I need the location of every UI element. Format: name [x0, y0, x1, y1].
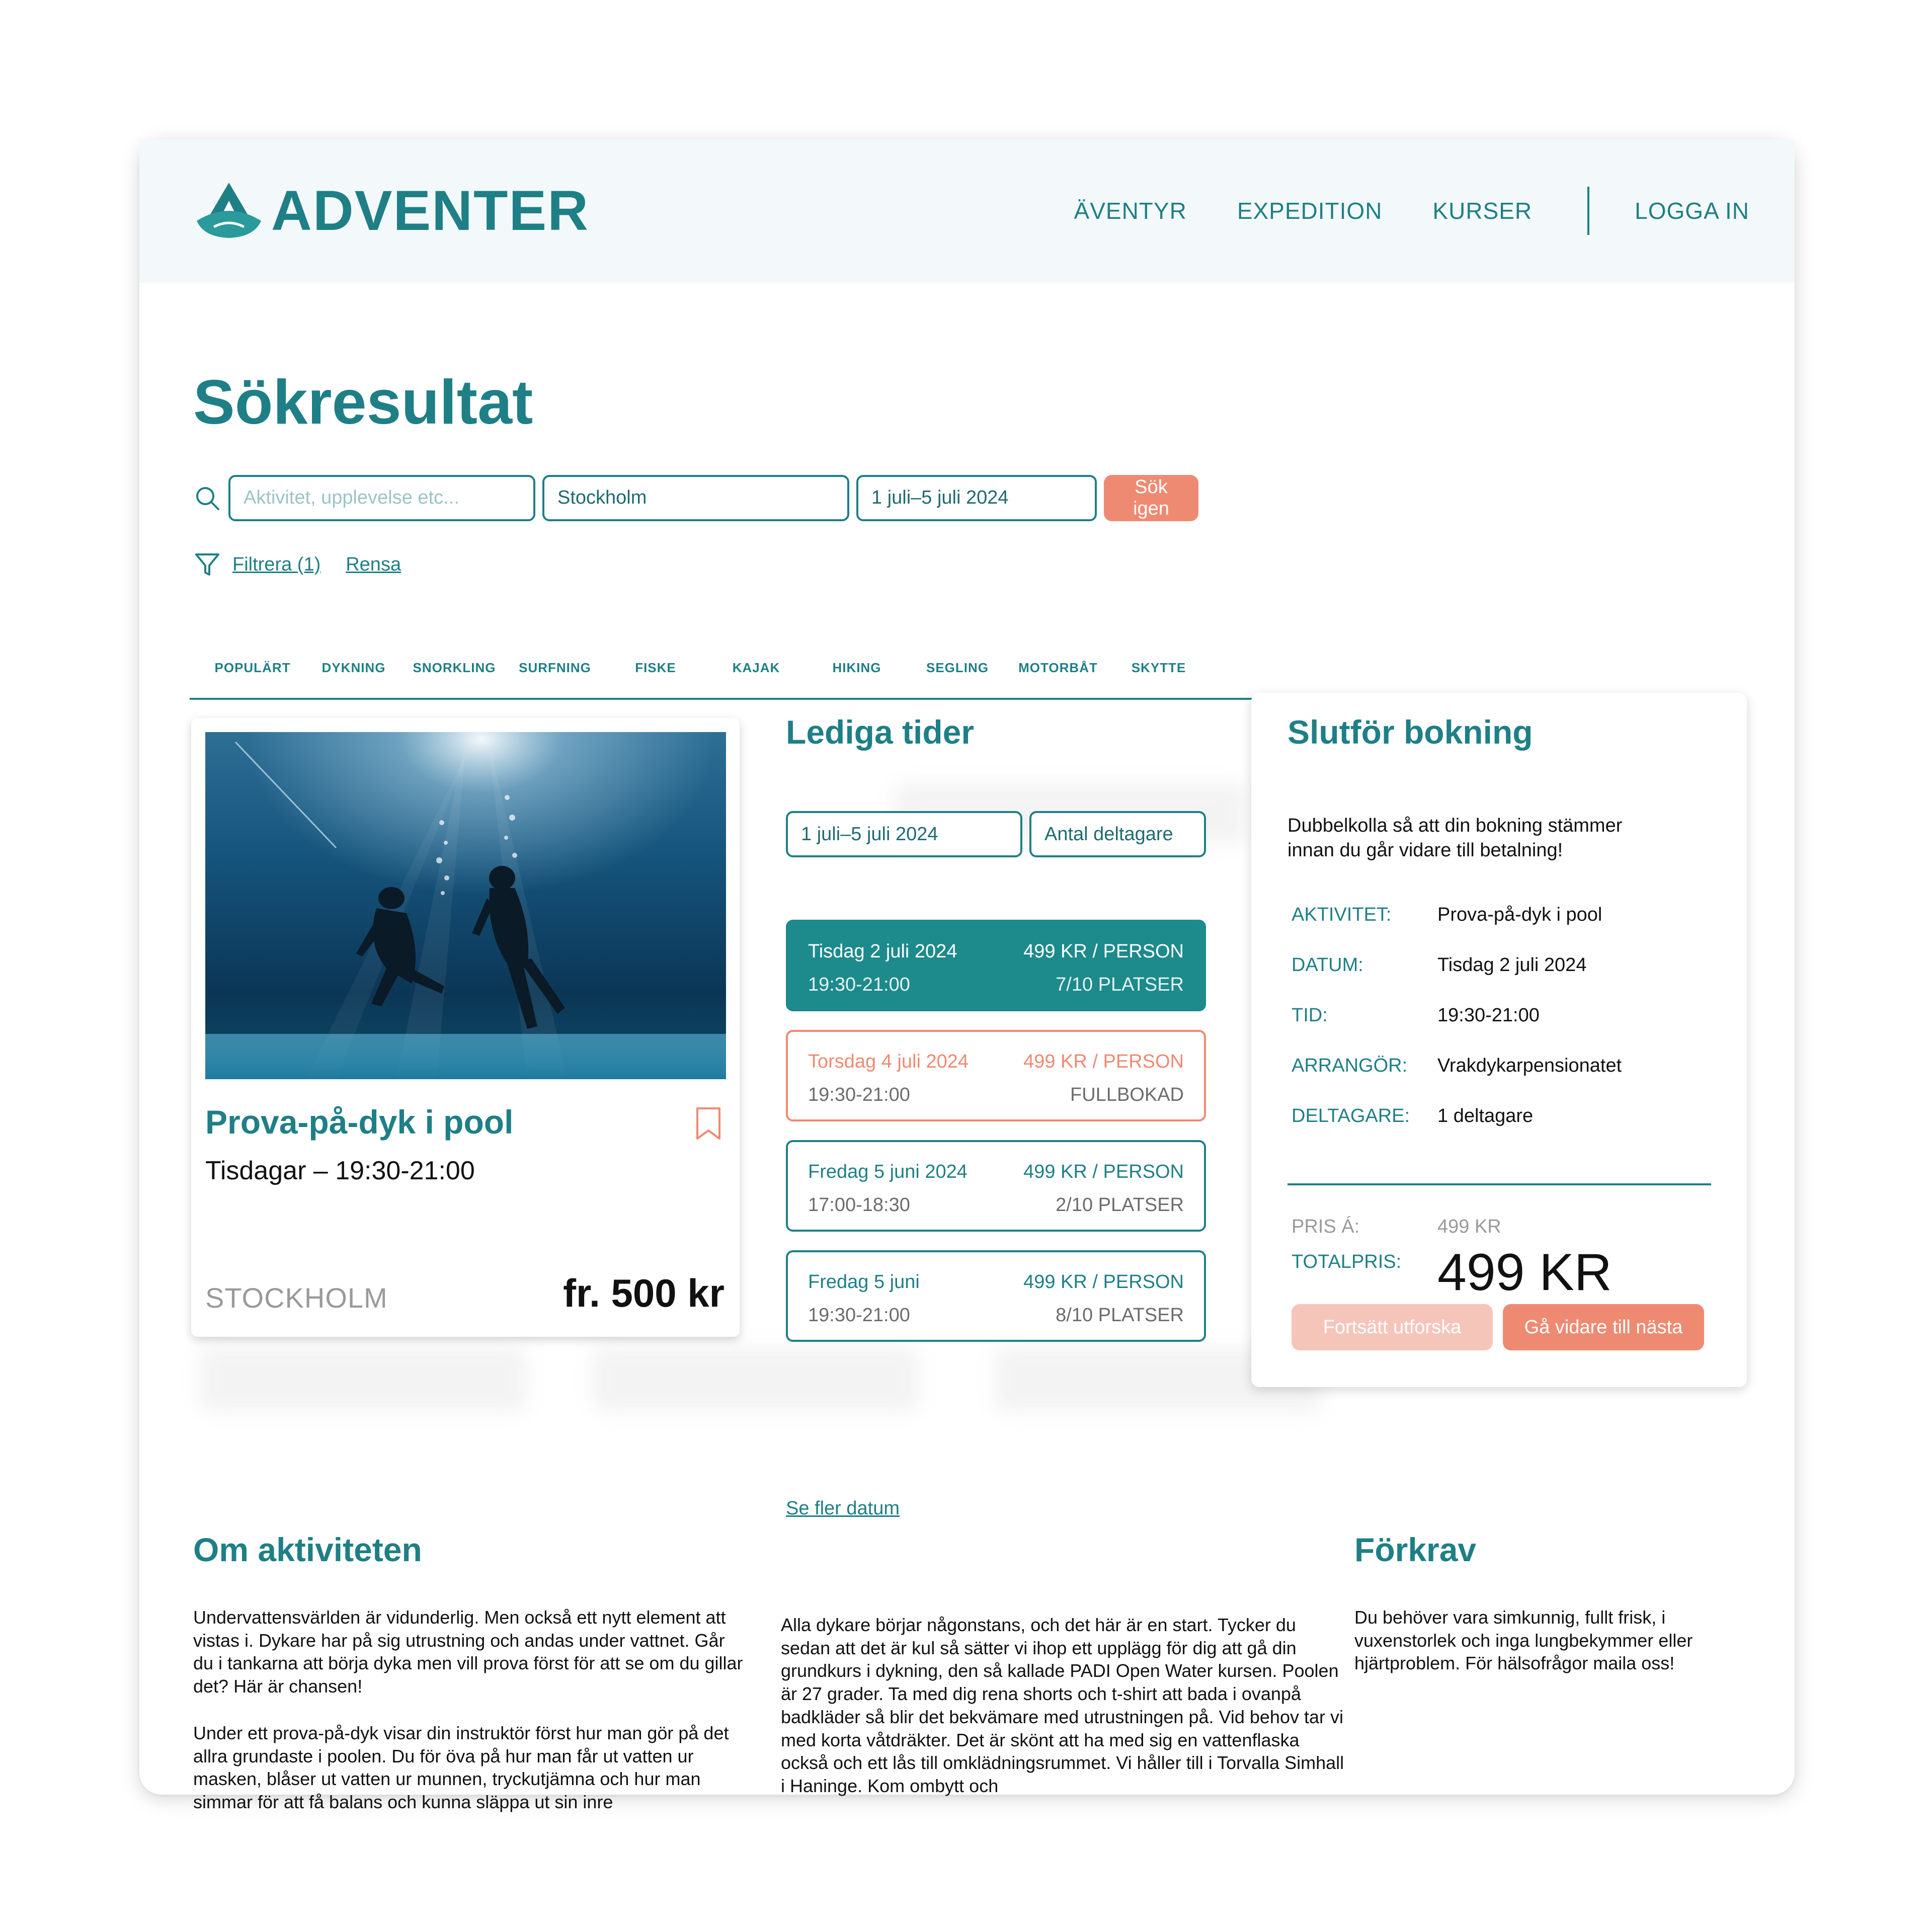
main-nav — [1024, 186, 1749, 236]
blurred-card-placeholder — [200, 1347, 527, 1412]
total-price-value: 499 KR — [1437, 1243, 1612, 1302]
location-field[interactable]: Stockholm — [542, 475, 849, 521]
mountain-logo-icon — [194, 181, 264, 241]
time-slot[interactable] — [786, 1140, 1206, 1232]
slot-time: 19:30-21:00 — [808, 974, 910, 995]
continue-exploring-button[interactable]: Fortsätt utforska — [1292, 1304, 1493, 1350]
blurred-card-placeholder — [592, 1347, 919, 1412]
filter-icon[interactable] — [193, 550, 221, 579]
slot-price: 499 KR / PERSON — [1023, 1161, 1184, 1182]
site-header — [139, 139, 1795, 283]
total-price-label: TOTALPRIS: — [1292, 1251, 1402, 1272]
proceed-next-button[interactable]: Gå vidare till nästa — [1503, 1304, 1704, 1350]
booking-summary-panel — [1251, 693, 1747, 1387]
slot-price: 499 KR / PERSON — [1023, 1271, 1184, 1293]
nav-kurser[interactable]: KURSER — [1432, 198, 1533, 224]
category-tabs — [190, 637, 1736, 700]
slot-filters — [786, 811, 1213, 857]
activity-card[interactable] — [191, 718, 740, 1337]
slot-price: 499 KR / PERSON — [1023, 941, 1184, 962]
tab-motorbat[interactable]: MOTORBÅT — [1018, 660, 1098, 675]
tab-skytte[interactable]: SKYTTE — [1131, 660, 1186, 675]
filter-row — [193, 547, 401, 582]
summary-divider — [1287, 1183, 1711, 1185]
available-times-title: Lediga tider — [786, 713, 975, 751]
nav-aventyr[interactable]: ÄVENTYR — [1074, 198, 1187, 224]
tab-hiking[interactable]: HIKING — [832, 660, 881, 675]
tab-popular[interactable]: POPULÄRT — [214, 660, 291, 675]
tab-surfning[interactable]: SURFNING — [519, 660, 591, 675]
prerequisites-title: Förkrav — [1354, 1531, 1477, 1568]
summary-value: Prova-på-dyk i pool — [1437, 904, 1602, 925]
about-text: Alla dykare börjar någonstans, och det här är en start. Tycker du sedan att det är kul så sätter vi ihop ett upplägg för dig att gå din grundkurs i dykning, den så kallade PADI Open Water kursen. Poolen är 27 grader. Ta med dig rena shorts och t-shirt att bada i ovanpå badkläder så blir det bekvämare med utrustningen på. Vid behov tar vi med korta våtdräkter. Det är skönt att ha med sig en vattenflaska också och ett lås till omklädningsrummet. Vi håller till i Torvalla Simhall i Haninge. Kom ombytt och — [781, 1615, 1344, 1797]
summary-key: DELTAGARE: — [1292, 1105, 1410, 1126]
summary-value: Vrakdykarpensionatet — [1437, 1055, 1622, 1076]
scuba-divers-image — [205, 732, 726, 1079]
date-range-field[interactable]: 1 juli–5 juli 2024 — [856, 475, 1097, 521]
slot-time: 19:30-21:00 — [808, 1305, 910, 1326]
activity-schedule: Tisdagar – 19:30-21:00 — [205, 1156, 475, 1185]
summary-key: DATUM: — [1292, 954, 1363, 976]
slot-availability: FULLBOKAD — [1070, 1084, 1184, 1105]
about-text: Undervattensvärlden är vidunderlig. Men också ett nytt element att vistas i. Dykare har på sig utrustning och andas under vattnet. Går du i tankarna att börja dyka men vill prova först för att se om du gillar det? Här är chansen! — [193, 1607, 743, 1697]
slot-date: Torsdag 4 juli 2024 — [808, 1051, 969, 1072]
activity-price: fr. 500 kr — [563, 1271, 725, 1315]
summary-value: 1 deltagare — [1437, 1105, 1534, 1126]
about-title: Om aktiviteten — [193, 1531, 422, 1568]
search-again-button[interactable]: Sök igen — [1104, 475, 1198, 521]
search-icon[interactable] — [193, 484, 221, 512]
summary-key: TID: — [1292, 1005, 1328, 1026]
activity-search-input[interactable] — [228, 475, 535, 521]
summary-key: AKTIVITET: — [1292, 904, 1392, 925]
participants-field[interactable]: Antal deltagare — [1029, 811, 1206, 857]
logo-text: ADVENTER — [271, 179, 590, 242]
tab-dykning[interactable]: DYKNING — [321, 660, 386, 675]
search-bar — [193, 474, 1198, 522]
slot-date-field[interactable]: 1 juli–5 juli 2024 — [786, 811, 1022, 857]
time-slot[interactable] — [786, 1030, 1206, 1121]
slot-date: Fredag 5 juni — [808, 1271, 920, 1293]
unit-price-label: PRIS Á: — [1292, 1216, 1360, 1237]
slot-date: Fredag 5 juni 2024 — [808, 1161, 968, 1182]
time-slot[interactable] — [786, 1250, 1206, 1342]
tab-kajak[interactable]: KAJAK — [732, 660, 780, 675]
slot-date: Tisdag 2 juli 2024 — [808, 941, 957, 962]
activity-image — [205, 732, 726, 1079]
clear-filter-link[interactable]: Rensa — [346, 553, 401, 575]
slot-availability: 7/10 PLATSER — [1056, 974, 1184, 995]
time-slot[interactable] — [786, 920, 1206, 1011]
tab-segling[interactable]: SEGLING — [926, 660, 989, 675]
app-window — [139, 139, 1795, 1813]
bookmark-icon[interactable] — [694, 1106, 722, 1144]
slot-time: 19:30-21:00 — [808, 1084, 910, 1105]
summary-key: ARRANGÖR: — [1292, 1055, 1408, 1076]
activity-location: STOCKHOLM — [205, 1282, 388, 1314]
tab-snorkling[interactable]: SNORKLING — [413, 660, 496, 675]
logo[interactable] — [194, 181, 589, 241]
nav-expedition[interactable]: EXPEDITION — [1237, 198, 1383, 224]
slot-availability: 8/10 PLATSER — [1056, 1305, 1184, 1326]
nav-logga-in[interactable]: LOGGA IN — [1635, 198, 1749, 224]
summary-value: 19:30-21:00 — [1437, 1005, 1540, 1026]
slot-price: 499 KR / PERSON — [1023, 1051, 1184, 1072]
page-title: Sökresultat — [193, 368, 533, 437]
nav-divider — [1587, 187, 1589, 235]
summary-value: Tisdag 2 juli 2024 — [1437, 954, 1587, 976]
slot-availability: 2/10 PLATSER — [1056, 1194, 1184, 1216]
filter-link[interactable]: Filtrera (1) — [232, 553, 321, 575]
booking-summary-title: Slutför bokning — [1287, 713, 1533, 751]
tab-fiske[interactable]: FISKE — [635, 660, 676, 675]
activity-title[interactable]: Prova-på-dyk i pool — [205, 1103, 514, 1141]
about-text: Under ett prova-på-dyk visar din instruktör först hur man gör på det allra grundaste i poolen. Du för öva på hur man får ut vatten ur masken, blåser ut vatten ur munnen, tryckutjämna och hur man simmar för att få balans och kunna släppa ut sin inre — [193, 1723, 729, 1813]
slot-time: 17:00-18:30 — [808, 1194, 910, 1216]
unit-price-value: 499 KR — [1437, 1216, 1501, 1237]
more-dates-link[interactable]: Se fler datum — [786, 1498, 900, 1519]
prerequisites-text: Du behöver vara simkunnig, fullt frisk, i vuxenstorlek och inga lungbekymmer eller hjärtproblem. För hälsofrågor maila oss! — [1354, 1607, 1693, 1674]
booking-intro-text: Dubbelkolla så att din bokning stämmer innan du går vidare till betalning! — [1287, 815, 1623, 861]
